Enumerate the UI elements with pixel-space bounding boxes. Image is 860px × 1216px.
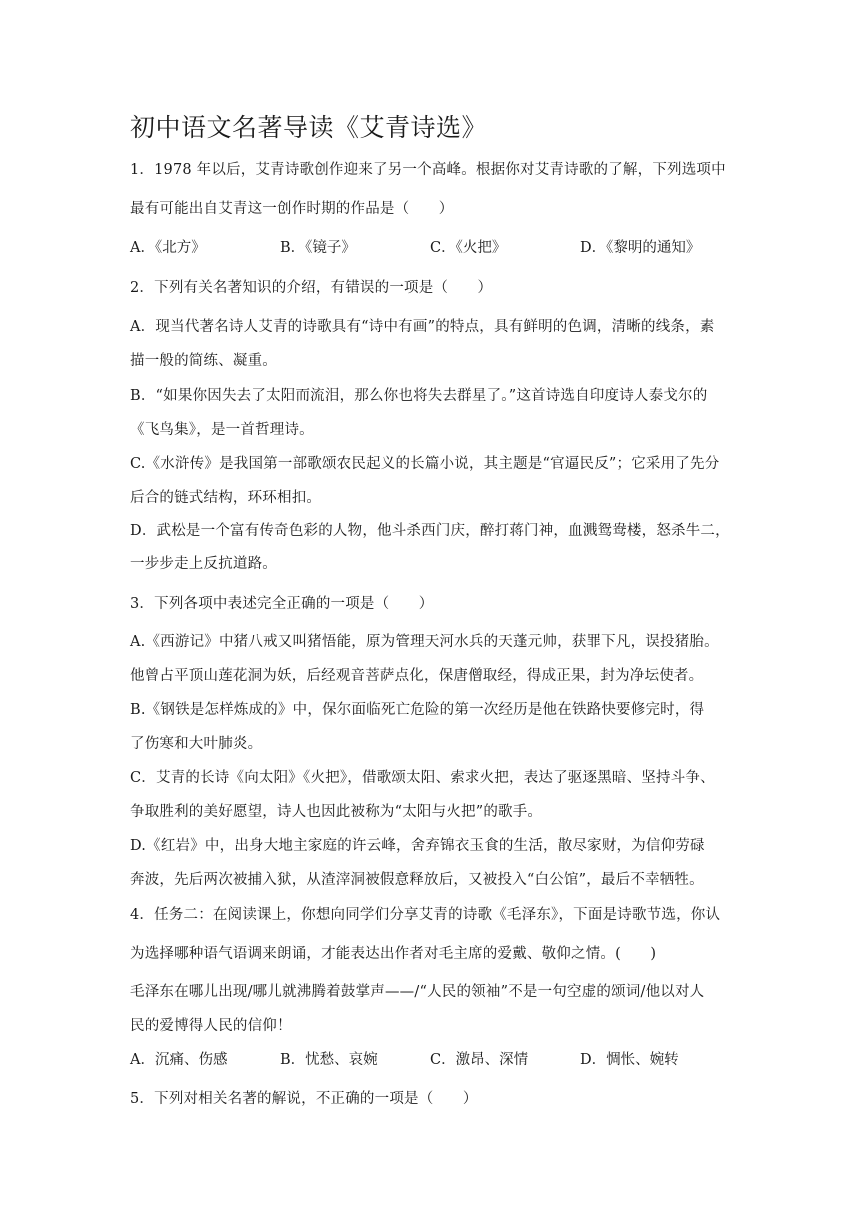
q2-option-b-line-1: B．“如果你因失去了太阳而流泪，那么你也将失去群星了。”这首诗选自印度诗人泰戈尔的 [130, 388, 708, 404]
q3-option-d-line-1: D.《红岩》中，出身大地主家庭的许云峰，舍弃锦衣玉食的生活，散尽家财，为信仰劳碌 [130, 838, 705, 854]
q3-option-c-line-1: C．艾青的长诗《向太阳》《火把》，借歌颂太阳、索求火把，表达了驱逐黑暗、坚持斗争、 [130, 770, 715, 786]
q1-option-a: A．《北方》 [130, 240, 206, 256]
q2-option-d-line-2: 一步步走上反抗道路。 [130, 556, 277, 572]
q4-option-d: D．惆怅、婉转 [580, 1052, 679, 1068]
q2-option-c-line-2: 后合的链式结构，环环相扣。 [130, 490, 322, 506]
q3-option-b-line-2: 了伤寒和大叶肺炎。 [130, 736, 263, 752]
q4-stem-line-2: 为选择哪种语气语调来朗诵，才能表达出作者对毛主席的爱戴、敬仰之情。( ) [130, 946, 657, 962]
q2-stem: 2．下列有关名著知识的介绍，有错误的一项是（ ） [130, 280, 493, 296]
q4-poem-line-2: 民的爱博得人民的信仰！ [130, 1018, 292, 1034]
q2-option-b-line-2: 《飞鸟集》，是一首哲理诗。 [130, 422, 314, 438]
q3-option-b-line-1: B.《钢铁是怎样炼成的》中，保尔面临死亡危险的第一次经历是他在铁路快要修完时，得 [130, 702, 705, 718]
q2-option-a-line-1: A．现当代著名诗人艾青的诗歌具有“诗中有画”的特点，具有鲜明的色调，清晰的线条，素 [130, 319, 715, 335]
q1-stem-line-2: 最有可能出自艾青这一创作时期的作品是（ ） [130, 201, 454, 217]
q2-option-c-line-1: C.《水浒传》是我国第一部歌颂农民起义的长篇小说，其主题是“官逼民反”；它采用了先分 [130, 456, 720, 472]
q2-option-a-line-2: 描一般的简练、凝重。 [130, 353, 277, 369]
q2-option-d-line-1: D．武松是一个富有传奇色彩的人物，他斗杀西门庆，醉打蒋门神，血溅鸳鸯楼，怒杀牛二， [130, 523, 730, 539]
q1-stem-line-1: 1．1978 年以后，艾青诗歌创作迎来了另一个高峰。根据你对艾青诗歌的了解，下列选项中 [130, 162, 726, 178]
q4-option-c: C．激昂、深情 [430, 1052, 529, 1068]
q3-option-a-line-1: A.《西游记》中猪八戒又叫猪悟能，原为管理天河水兵的天蓬元帅，获罪下凡，误投猪胎。 [130, 634, 719, 650]
q4-stem-line-1: 4．任务二：在阅读课上，你想向同学们分享艾青的诗歌《毛泽东》，下面是诗歌节选，你认 [130, 907, 721, 923]
q3-option-a-line-2: 他曾占平顶山莲花洞为妖，后经观音菩萨点化，保唐僧取经，得成正果，封为净坛使者。 [130, 668, 704, 684]
q4-poem-line-1: 毛泽东在哪儿出现/哪儿就沸腾着鼓掌声——/“人民的领袖”不是一句空虚的颂词/他以对人 [130, 984, 705, 1000]
q1-option-c: C．《火把》 [430, 240, 507, 256]
q3-stem: 3．下列各项中表述完全正确的一项是（ ） [130, 596, 434, 612]
q3-option-d-line-2: 奔波，先后两次被捕入狱，从渣滓洞被假意释放后，又被投入“白公馆”，最后不幸牺牲。 [130, 872, 704, 888]
q4-option-b: B．忧愁、哀婉 [280, 1052, 378, 1068]
q1-option-b: B．《镜子》 [280, 240, 356, 256]
q5-stem: 5．下列对相关名著的解说，不正确的一项是（ ） [130, 1091, 478, 1107]
q4-option-a: A．沉痛、伤感 [130, 1052, 228, 1068]
page-title: 初中语文名著导读《艾青诗选》 [130, 113, 488, 142]
q1-option-d: D．《黎明的通知》 [580, 240, 701, 256]
q3-option-c-line-2: 争取胜利的美好愿望，诗人也因此被称为“太阳与火把”的歌手。 [130, 804, 543, 820]
